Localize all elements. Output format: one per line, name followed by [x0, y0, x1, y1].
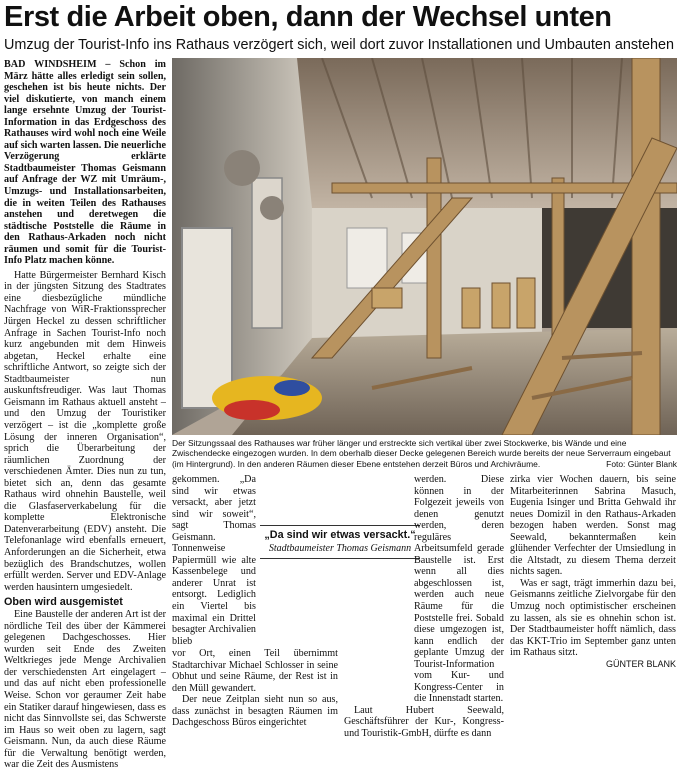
subheadline: Umzug der Tourist-Info ins Rathaus verzögert sich, weil dort zuvor Installationen und Umbauten anstehen — [4, 37, 675, 53]
author-signature: GÜNTER BLANK — [605, 658, 676, 669]
body-paragraph-2: Eine Baustelle der anderen Art ist der nördliche Teil des über der Kämmerei gelegenen Dachgeschosses. Hier wurden seit Ende des Zweiten Weltkrieges jede Menge Archivalien der verschiedensten Art eingelagert – und das auf nicht eben professionelle Weise. Schon vor geraumer Zeit habe ein Statiker darauf hingewiesen, dass es nicht das Sinnvollste sei, das Schwerste im Haus so weit oben zu lagern, sagt Geismann. Nun, da auch diese Räume für die Verwaltung benötigt werden, war die Zeit des Ausmistens — [4, 609, 166, 771]
section-heading: Oben wird ausgemistet — [4, 596, 123, 609]
pull-quote-text: „Da sind wir etwas versackt.“ — [264, 529, 416, 541]
rathaus-attic-photo — [172, 58, 677, 435]
body-paragraph-1: Hatte Bürgermeister Bernhard Kisch in der jüngsten Sitzung des Stadtrates eine diesbezügliche mündliche Nachfrage von WiR-Fraktionssprecher Jürgen Heckel zu dessen schriftlicher Anfrage in Sachen Tourist-Info noch kurz angebunden mit dem Hinweis abgetan, Heckel erhalte eine schriftliche Antwort, so zeigte sich der Stadtbaumeister nun auskunftsfreudiger. Was laut Thomas Geismann im Rathaus aktuell ansteht – und den Umzug der Touristiker verzögert – ist die „komplette große Lösung der inneren Organisation“, sprich die Überarbeitung der räumlichen Zuordnung der verschiedenen Ämter. Dies nun zu tun, bietet sich an, denn das gesamte Rathaus wird ohnehin Baustelle, weil die Glasfaserverkabelung für die komplette Elektronische Datenverarbeitung (EDV) ansteht. Die Telefonanlage wird ebenfalls erneuert, Anforderungen an die Sicherheit, etwa bezüglich des Brandschutzes, wollen erfüllt werden. Server und EDV-Anlage werden hausintern umgesiedelt. — [4, 269, 166, 593]
photo-credit: Foto: Günter Blank — [606, 458, 677, 469]
column-4 — [510, 474, 676, 670]
body-paragraph-4a: werden. Diese können in der Folgezeit jeweils von denen genutzt werden, deren reguläres Arbeitsumfeld gerade Baustelle ist. Erst wenn all dies abgeschlossen ist, werden auch neue Räume für die Poststelle frei. Sobald diese umgezogen ist, kann endlich der geplante Umzug der Tourist-Information vom Kur- und Kongress-Center in die Innenstadt starten. — [414, 474, 504, 705]
photo-illustration — [172, 58, 677, 435]
column-3 — [344, 474, 504, 740]
body-paragraph-5: zirka vier Wochen dauern, bis seine Mitarbeiterinnen Sabrina Masuch, Eugenia Isinger und Britta Gehwald ihr neues Domizil in den Rathaus-Arkaden bezogen haben werden. Sonst mag Seewald, bekanntermaßen kein glühender Verfechter der Umsiedlung in die Altstadt, zu diesem Thema derzeit nichts sagen. — [510, 474, 676, 578]
body-paragraph-3c: Der neue Zeitplan sieht nun so aus, dass zunächst in besagten Räumen im Dachgeschoss Büros eingerichtet — [172, 694, 338, 729]
pull-quote-source: Stadtbaumeister Thomas Geismann — [268, 543, 412, 554]
body-paragraph-6: Was er sagt, trägt immerhin dazu bei, Geismanns zeitliche Zielvorgabe für den Umzug noch optimistischer erscheinen zu lassen, als sie es ohnehin schon ist. Der Stadtbaumeister hofft nämlich, dass das KKT-Trio im September ganz unten im Rathaus sitzt. — [510, 577, 676, 659]
column-left — [4, 59, 166, 771]
caption-text: Der Sitzungssaal des Rathauses war früher länger und erstreckte sich vertikal über zwei Stockwerke, bis Wände und eine Zwischendecke eingezogen wurden. In dem oberhalb dieser Decke gelegenen Bereich wurde bereits der neue Serverraum eingebaut (im Hintergrund). In den anderen Räumen dieser Ebene entstehen derzeit Büros und Archivräume. — [172, 438, 671, 469]
body-paragraph-3b: vor Ort, einen Teil übernimmt Stadtarchivar Michael Schlosser in seine Obhut und seine Räume, der Rest ist in den Müll gewandert. — [172, 648, 338, 694]
column-2 — [172, 474, 338, 729]
photo-caption — [172, 438, 677, 469]
body-paragraph-4b: Laut Hubert Seewald, Geschäftsführer der Kur-, Kongress- und Touristik-GmbH, dürfte es dann — [344, 704, 504, 740]
lead-paragraph: BAD WINDSHEIM – Schon im März hätte alles erledigt sein sollen, geschehen ist bis heute nichts. Der viel diskutierte, von manch einem lange ersehnte Umzug der Tourist-Information in das Erdgeschoss des Rathauses wird wohl noch eine Weile auf sich warten lassen. Die neuerliche Verzögerung erklärte Stadtbaumeister Thomas Geismann auf Anfrage der WZ mit Umräum-, Umzugs- und Installationsarbeiten, die in weiten Teilen des Rathauses anstehen und deretwegen die städtische Poststelle die Räume in den Rathaus-Arkaden noch nicht räumen und somit für die Tourist-Info Platz machen könne. — [4, 59, 166, 267]
body-paragraph-3a: gekommen. „Da sind wir etwas versackt, aber jetzt sind wir soweit“, sagt Thomas Geismann. Tonnenweise Papiermüll wie alte Kassenbelege und anderer Unrat ist entsorgt. Lediglich ein Viertel bis maximal ein Drittel besagter Archivalien blieb — [172, 474, 256, 647]
headline: Erst die Arbeit oben, dann der Wechsel unten — [4, 1, 612, 33]
